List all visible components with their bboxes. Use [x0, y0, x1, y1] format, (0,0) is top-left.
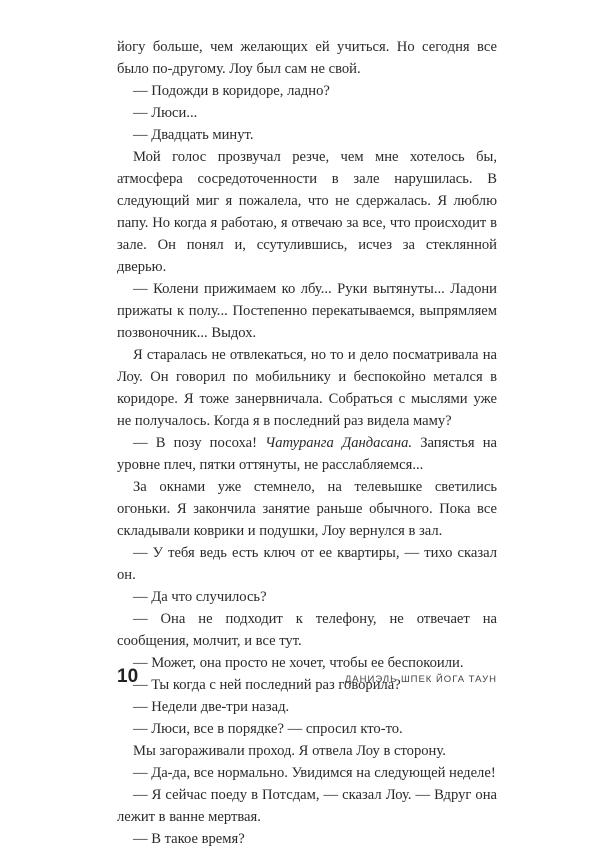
dialogue-line: — Да что случилось?: [133, 589, 267, 605]
dialogue-line: — Ты когда с ней последний раз говорила?: [133, 677, 401, 693]
pose-text-after: Запястья на уровне плеч, пятки оттянуты, не расслабляемся...: [117, 435, 497, 473]
dialogue-line: — У тебя ведь есть ключ от ее квартиры, — тихо сказал он.: [117, 545, 497, 583]
dialogue-line: — Люси, все в порядке? — спросил кто-то.: [133, 721, 403, 737]
dialogue-line: — Недели две-три назад.: [133, 699, 290, 715]
paragraph: За окнами уже стемнело, на телевышке светились огоньки. Я закончила занятие раньше обычного. Пока все складывали коврики и подушки, Лоу вернулся в зал.: [117, 479, 497, 539]
paragraph: Мы загораживали проход. Я отвела Лоу в сторону.: [133, 743, 446, 759]
dialogue-line: — Я сейчас поеду в Потсдам, — сказал Лоу. — Вдруг она лежит в ванне мертвая.: [117, 787, 497, 825]
dialogue-line: — В такое время?: [133, 831, 245, 847]
paragraph: Я старалась не отвлекаться, но то и дело посматривала на Лоу. Он говорил по мобильнику и беспокойно метался в коридоре. Я тоже занервничала. Собраться с мыслями уже не получалось. Когда я в последний раз видела маму?: [117, 347, 497, 429]
paragraph: Мой голос прозвучал резче, чем мне хотелось бы, атмосфера сосредоточенности в зале нарушилась. В следующий миг я пожалела, что не сдержалась. Я люблю папу. Но когда я работаю, я отвечаю за все, что происходит в зале. Он понял и, ссутулившись, исчез за стеклянной дверью.: [117, 149, 497, 275]
dialogue-line-pose: [117, 432, 497, 476]
dialogue-line: — Колени прижимаем ко лбу... Руки вытянуты... Ладони прижаты к полу... Постепенно перекатываемся, выпрямляем позвоночник... Выдох.: [117, 281, 497, 341]
dialogue-line: — Люси...: [133, 105, 198, 121]
pose-name-italic: Чатуранга Дандасана.: [265, 435, 413, 451]
body-text: [117, 36, 497, 850]
dialogue-line: — Подожди в коридоре, ладно?: [133, 83, 330, 99]
dialogue-line: — Она не подходит к телефону, не отвечает на сообщения, молчит, и все тут.: [117, 611, 497, 649]
page-number: 10: [117, 666, 139, 687]
running-title: ДАНИЭЛЬ ШПЕК ЙОГА ТАУН: [344, 674, 497, 685]
paragraph: йогу больше, чем желающих ей учиться. Но сегодня все было по-другому. Лоу был сам не свой.: [117, 39, 497, 77]
dialogue-line: — Да-да, все нормально. Увидимся на следующей неделе!: [133, 765, 496, 781]
pose-text-before: — В позу посоха!: [133, 435, 266, 451]
dialogue-line: — Двадцать минут.: [133, 127, 254, 143]
dialogue-line: — Может, она просто не хочет, чтобы ее беспокоили.: [133, 655, 464, 671]
page-footer: [117, 666, 497, 688]
